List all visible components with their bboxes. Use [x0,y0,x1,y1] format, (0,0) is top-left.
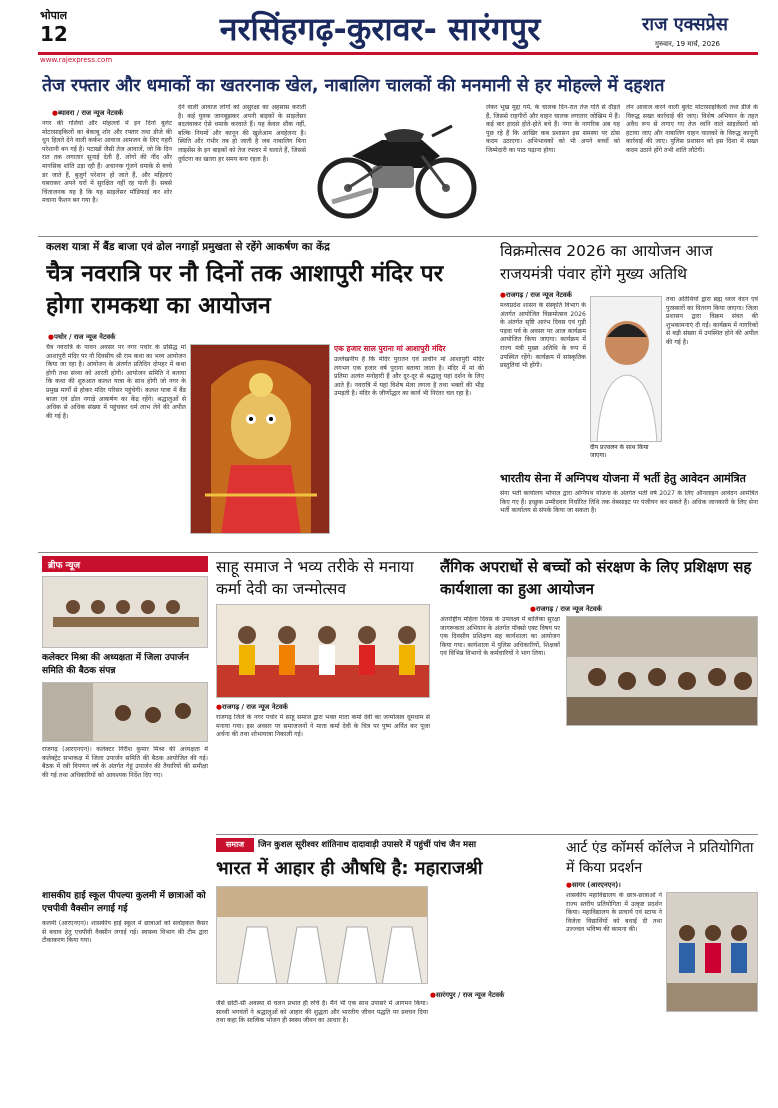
workshop-photo [566,616,758,726]
story-headline: आर्ट एंड कॉमर्स कॉलेज ने प्रतियोगिता में किया प्रदर्शन [566,840,754,876]
article-text: उल्लेखनीय है कि मंदिर पुरातन एवं प्राचीन मां आशापुरी मंदिर लगभग एक हजार वर्ष पुराना बताया जाता है। मंदिर में मां की प्रतिमा अत्यंत मनोहारी है और दूर-दूर से श्रद्धालु यहां दर्शन के लिए आते हैं। नवरात्रि में यहां विशेष मेला लगता है तथा भक्तों की भीड़ उमड़ती है। मंदिर के जीर्णोद्धार का कार्य भी निरंतर चल रहा है। [334,356,484,398]
college-photo [666,892,758,1012]
byline: ● राजगढ़ / राज न्यूज नेटवर्क [216,702,356,711]
divider [38,236,758,237]
box-title: एक हजार साल पुराना मां आशापुरी मंदिर [334,344,446,353]
byline: ● सारंगपुर / राज न्यूज नेटवर्क [430,990,560,999]
divider [38,552,758,553]
story1 [42,104,758,232]
website-link[interactable]: www.rajexpress.com [40,56,113,64]
masthead-rule [38,52,758,55]
article-text: चैत्र नवरात्रि के पावन अवसर पर नगर पचोर के प्रसिद्ध मां आशापुरी मंदिर पर नौ दिवसीय श्री राम कथा का भव्य आयोजन किया जा रहा है। आयोजन के अंतर्गत प्रतिदिन दोपहर में कथा होगी तथा संध्या को आरती होगी। आयोजन समिति ने बताया कि कथा की शुरुआत कलश यात्रा के साथ होगी जो नगर के प्रमुख मार्गों से होकर मंदिर परिसर पहुंचेगी। कलश यात्रा में बैंड बाजा एवं ढोल नगाड़े आकर्षण का केंद्र रहेंगे। श्रद्धालुओं से अधिक से अधिक संख्या में पहुंचकर धर्म लाभ लेने की अपील की गई है। [46,344,186,420]
article-text: मध्यप्रदेश शासन के संस्कृति विभाग के अंतर्गत आयोजित विक्रमोत्सव 2026 के अंतर्गत सृष्टि आरंभ दिवस एवं गुड़ी पड़वा पर्व के अवसर पर आज कार्यक्रम आयोजित किया जाएगा। कार्यक्रम में राज्य मंत्री मुख्य अतिथि के रूप में उपस्थित रहेंगे। कार्यक्रम में सांस्कृतिक प्रस्तुतियां भी होंगी। [500,302,586,370]
meeting-photo [42,682,208,742]
story-headline: तेज रफ्तार और धमाकों का खतरनाक खेल, नाबालिग चालकों की मनमानी से हर मोहल्ले में दहशत [42,76,665,96]
article-text: अंतर्राष्ट्रीय महिला दिवस के उपलक्ष्य में बालिका सुरक्षा जागरूकता अभियान के अंतर्गत पॉक्सो एक्ट विषय पर एक दिवसीय प्रशिक्षण सह कार्यशाला का आयोजन किया गया। कार्यशाला में पुलिस अधिकारियों, शिक्षकों एवं विभिन्न विभागों के कर्मचारियों ने भाग लिया। [440,616,560,658]
minister-photo [590,296,662,442]
nuns-photo [216,886,428,984]
kicker-label: समाज [216,838,254,852]
motorcycle-photo [312,106,480,226]
byline: ● ब्यावरा / राज न्यूज नेटवर्क [52,108,182,117]
city-label: भोपाल [40,9,68,22]
story-headline: विक्रमोत्सव 2026 का आयोजन आज राजयमंत्री पंवार होंगे मुख्य अतिथि [500,242,713,283]
article-text: लेकर भूख मुद्दा गर्म, के चालक दिन-रात तेज गति से दौड़ते हैं, जिससे राहगीरों और वाहन चालक लगातार जोखिम में हैं। कई बार हादसे होते-होते बचे हैं। नगर के नागरिक अब यह पूछ रहे हैं कि आखिर कब प्रशासन इस समस्या पर ठोस कदम उठाएगा। अभिभावकों को भी अपने बच्चों को जिम्मेदारी का पाठ पढ़ाना होगा। [486,104,620,154]
article-text: लेन आवाज करने वाली बुलेट मोटरसाइकिलों तथा डीजे के विरुद्ध सख्त कार्रवाई की जाए। विशेष अभियान के तहत अवैध रूप से लगाए गए तेज ध्वनि वाले साइलेंसरों को हटाया जाए और नाबालिग वाहन चालकों के विरुद्ध कानूनी कार्रवाई की जाए। पुलिस प्रशासन को इस दिशा में सख्त कदम उठाने होंगे तभी शांति लौटेगी। [626,104,758,154]
story-headline: भारत में आहार ही औषधि है: महाराजश्री [216,858,483,879]
story-headline: साहू समाज ने भव्य तरीके से मनाया कर्मा देवी का जन्मोत्सव [216,558,414,598]
story-headline: लैंगिक अपराधों से बच्चों को संरक्षण के लिए प्रशिक्षण सह कार्यशाला का हुआ आयोजन [440,558,752,598]
kicker: कलश यात्रा में बैंड बाजा एवं ढोल नगाड़ों प्रमुखता से रहेंगे आकर्षण का केंद्र [46,241,330,253]
byline: ● राजगढ़ / राज न्यूज नेटवर्क [530,604,670,613]
brief-headline: शासकीय हाई स्कूल पीपल्या कुलमी में छात्राओं को एचपीवी वैक्सीन लगाई गई [42,891,206,914]
byline: ● पचोर / राज न्यूज नेटवर्क [48,332,188,341]
article-text: नगर की गलियों और मोहल्लों में इन दिनों बुलेट मोटरसाइकिलों का बेकाबू शोर और रफ्तार तथा डीजे की धुन हिलते देने वाली कर्कश आवाज आमजन के लिए गहरी परेशानी बन गई है। पटाखों जैसी तेज आवाजें, जो कि दिन रात तक लगातार सुनाई देती हैं, लोगों की नींद और मानसिक शांति उड़ा रही हैं। अचानक गूंजने धमाके से बच्चे डर जाते हैं, बुजुर्ग परेशान हो जाते हैं, और महिलाएं घबराकर अपने घरों में सुरक्षित नहीं रह पाती हैं। सबसे चिंताजनक यह है कि यह साइलेंसर मॉडिफाई कर शोर मचाना फैशन बन गया है। [42,120,172,205]
goddess-photo [190,344,330,534]
article-text: जैसे छोटी-सी अवस्था से चलन प्रभात ही रुचि है। मैंने भी एक साथ उपासरे में आगमन किया। साध्वी भगवंतों ने श्रद्धालुओं को आहार की शुद्धता और भारतीय जीवन पद्धति पर प्रवचन दिया तथा कहा कि सात्विक भोजन ही स्वस्थ जीवन का आधार है। [216,1000,428,1025]
divider [216,834,758,835]
story-headline: भारतीय सेना में अग्निपथ योजना में भर्ती हेतु आवेदन आमंत्रित [500,472,746,485]
section-title: नरसिंहगढ़-कुरावर- सारंगपुर [219,10,541,48]
article-text: देने वाली आवाज लोगों को असुरक्षा का अहसास कराती है। कई युवक जानबूझकर अपनी बाइकों के साइलेंसर बदलवाकर ऐसे धमाके करवाते हैं। यह केवल शौक नहीं, बल्कि नियमों और कानून की खुलेआम अवहेलना है। स्थिति और गंभीर तब हो जाती है जब नाबालिग बिना लाइसेंस के इन बाइकों को तेज रफ्तार में चलाते हैं, जिससे दुर्घटना का खतरा हर समय बना रहता है। [178,104,306,163]
brief-headline: कलेक्टर मिश्रा की अध्यक्षता में जिला उपार्जन समिति की बैठक संपन्न [42,653,189,676]
page-number: 12 [40,22,68,46]
story-headline: चैत्र नवरात्रि पर नौ दिनों तक आशापुरी मंदिर पर होगा रामकथा का आयोजन [46,261,444,319]
masthead [0,0,778,66]
article-text: राजगढ़ जिले के नगर पचोर में साहू समाज द्वारा भक्त माता कर्मा देवी का जन्मोत्सव धूमधाम से मनाया गया। इस अवसर पर समाजजनों ने माता कर्मा देवी के चित्र पर पुष्प अर्पित कर पूजा अर्चना की तथा शोभायात्रा निकाली गई। [216,714,430,739]
brand-logo: राज एक्सप्रेस [642,14,728,35]
group-photo [216,604,430,698]
article-text: शासकीय महाविद्यालय के छात्र-छात्राओं ने राज्य स्तरीय प्रतियोगिता में उत्कृष्ट प्रदर्शन किया। महाविद्यालय के प्राचार्य एवं स्टाफ ने विजेता विद्यार्थियों को बधाई दी तथा उज्ज्वल भविष्य की कामना की। [566,892,662,934]
article-text: राजगढ़ (आरएनएन)। कलेक्टर गिरीश कुमार मिश्रा की अध्यक्षता में कलेक्ट्रेट सभाकक्ष में जिला उपार्जन समिति की बैठक आयोजित की गई। बैठक में रबी विपणन वर्ष के अंतर्गत गेहूं उपार्जन की तैयारियों की समीक्षा की गई तथा अधिकारियों को आवश्यक निर्देश दिए गए। [42,746,208,779]
photo-caption: दीप प्रज्वलन के साथ किया जाएगा। [590,444,649,459]
byline: ● सागर (आरएनएन)। [566,880,686,889]
article-text: सेना भर्ती कार्यालय भोपाल द्वारा अग्निपथ योजना के अंतर्गत भर्ती वर्ष 2027 के लिए ऑनलाइन आवेदन आमंत्रित किए गए हैं। इच्छुक उम्मीदवार निर्धारित तिथि तक वेबसाइट पर पंजीयन कर सकते हैं। अधिक जानकारी के लिए सेना भर्ती कार्यालय से संपर्क किया जा सकता है। [500,490,758,515]
brief-label: ब्रीफ न्यूज [42,556,208,572]
meeting-photo [42,576,208,648]
article-text: कलमी (आरएनएन)। शासकीय हाई स्कूल में छात्राओं को सर्वाइकल कैंसर से बचाव हेतु एचपीवी वैक्सीन लगाई गई। स्वास्थ्य विभाग की टीम द्वारा टीकाकरण किया गया। [42,920,208,945]
kicker: जिन कुशल सूरीश्वर शांतिनाथ दादावाड़ी उपासरे में पहुंचीं पांच जैन मसा [258,840,477,850]
article-text: तथा अतिथियों द्वारा ब्रह्म ध्वज वंदन एवं पुरस्कारों का वितरण किया जाएगा। जिला प्रशासन द्वारा विक्रम संवत की शुभकामनाएं दी गईं। कार्यक्रम में नागरिकों से बड़ी संख्या में उपस्थित होने की अपील की गई है। [666,296,758,346]
info-box [334,344,484,540]
byline: ● राजगढ़ / राज न्यूज नेटवर्क [500,290,630,299]
publish-date: गुरुवार, 19 मार्च, 2026 [655,40,720,48]
